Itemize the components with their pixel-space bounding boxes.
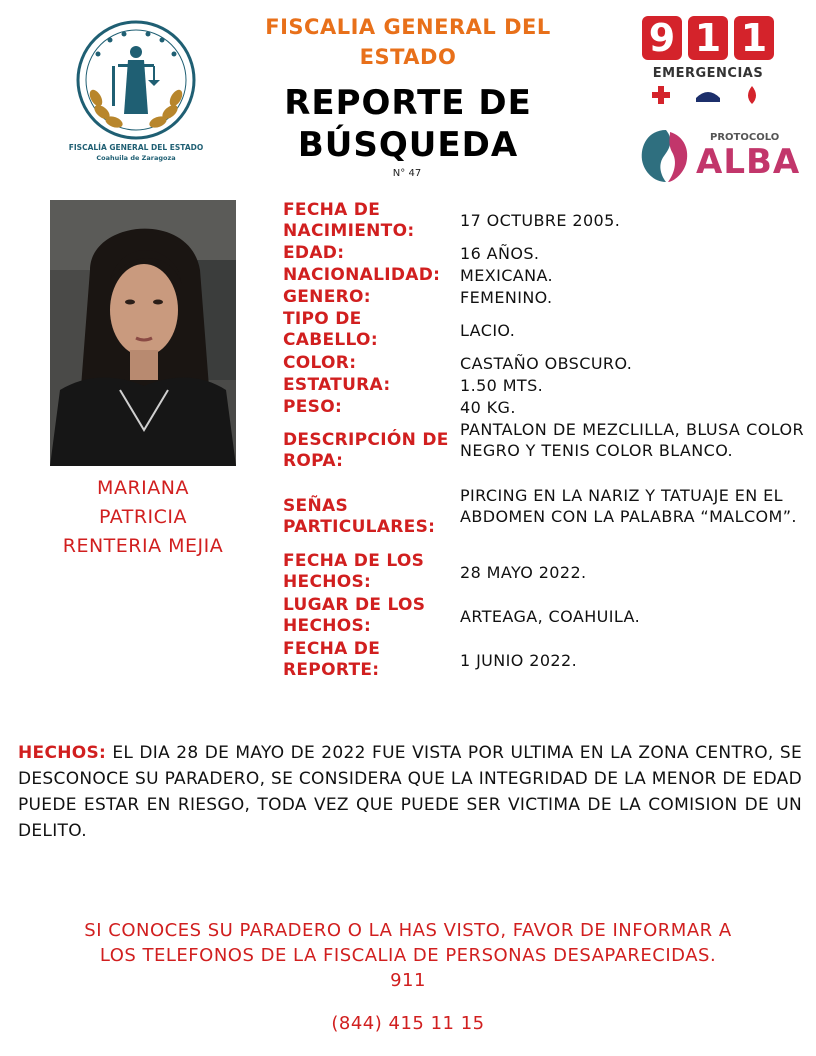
portrait-image: [50, 200, 236, 466]
digit-1: 1: [688, 16, 728, 60]
protocolo-alba-logo: [640, 126, 801, 186]
value-hair-type: LACIO.: [460, 321, 516, 340]
protocol-label: PROTOCOLO: [710, 132, 780, 143]
value-event-place: ARTEAGA, COAHUILA.: [460, 607, 641, 626]
emergency-services-icons: [640, 86, 776, 112]
facts-label: HECHOS:: [18, 743, 107, 763]
person-name: [40, 474, 246, 561]
medical-cross-icon: [652, 86, 670, 104]
name-line-3: RENTERIA MEJIA: [62, 535, 224, 557]
value-clothing: PANTALON DE MEZCLILLA, BLUSA COLOR NEGRO Y TENIS COLOR BLANCO.: [460, 420, 804, 460]
label-age: EDAD:: [283, 243, 345, 263]
label-hair-type: TIPO DE CABELLO:: [283, 309, 378, 350]
justice-goddess-laurel-icon: [68, 18, 204, 170]
fiscalia-logo: [68, 18, 204, 170]
value-marks: PIRCING EN LA NARIZ Y TATUAJE EN EL ABDOMEN CON LA PALABRA “MALCOM”.: [460, 486, 797, 526]
value-birth-date: 17 OCTUBRE 2005.: [460, 211, 621, 230]
value-gender: FEMENINO.: [460, 288, 553, 307]
contact-phone: (844) 415 11 15: [331, 1013, 485, 1034]
value-weight: 40 KG.: [460, 398, 516, 417]
facts-text: EL DIA 28 DE MAYO DE 2022 FUE VISTA POR ULTIMA EN LA ZONA CENTRO, SE DESCONOCE SU PARADERO, SE CONSIDERA QUE LA INTEGRIDAD DE LA MENOR DE EDAD PUEDE ESTAR EN RIESGO, TODA VEZ QUE PUEDE SER VICTIMA DE LA COMISION DE UN DELITO.: [18, 743, 802, 841]
label-weight: PESO:: [283, 397, 343, 417]
cta-line-3: 911: [390, 970, 426, 991]
digit-9: 9: [642, 16, 682, 60]
facts-paragraph: [18, 740, 802, 844]
page-title: REPORTE DE BÚSQUEDA: [284, 83, 532, 165]
label-birth-date: FECHA DE NACIMIENTO:: [283, 200, 415, 241]
value-color: CASTAÑO OBSCURO.: [460, 354, 633, 373]
label-height: ESTATURA:: [283, 375, 391, 395]
woman-profile-icon: [640, 128, 692, 184]
fire-icon: [748, 86, 756, 104]
value-report-date: 1 JUNIO 2022.: [460, 651, 578, 670]
emergency-label: EMERGENCIAS: [652, 66, 764, 81]
label-clothing: DESCRIPCIÓN DE ROPA:: [283, 430, 449, 471]
logo-text-line2: Coahuila de Zaragoza: [96, 154, 176, 162]
call-to-action: [20, 918, 796, 993]
name-line-1: MARIANA: [97, 477, 189, 499]
label-gender: GENERO:: [283, 287, 371, 307]
name-line-2: PATRICIA: [98, 506, 188, 528]
emergency-911-logo: [640, 16, 776, 116]
value-nationality: MEXICANA.: [460, 266, 554, 285]
cta-line-1: SI CONOCES SU PARADERO O LA HAS VISTO, FAVOR DE INFORMAR A: [84, 920, 732, 941]
missing-person-photo: [50, 200, 236, 466]
cta-line-2: LOS TELEFONOS DE LA FISCALIA DE PERSONAS DESAPARECIDAS.: [99, 945, 717, 966]
agency-name: FISCALIA GENERAL DEL ESTADO: [265, 15, 551, 69]
logo-text-line1: FISCALÍA GENERAL DEL ESTADO: [68, 143, 204, 152]
value-event-date: 28 MAYO 2022.: [460, 563, 587, 582]
label-nationality: NACIONALIDAD:: [283, 265, 441, 285]
label-marks: SEÑAS PARTICULARES:: [283, 496, 436, 537]
alba-label: ALBA: [696, 142, 801, 182]
digit-1-second: 1: [734, 16, 774, 60]
value-height: 1.50 MTS.: [460, 376, 544, 395]
label-event-place: LUGAR DE LOS HECHOS:: [283, 595, 426, 636]
label-color: COLOR:: [283, 353, 357, 373]
label-report-date: FECHA DE REPORTE:: [283, 639, 381, 680]
label-event-date: FECHA DE LOS HECHOS:: [283, 551, 425, 592]
value-age: 16 AÑOS.: [460, 244, 540, 263]
report-number: N° 47: [392, 168, 422, 179]
police-cap-icon: [696, 92, 720, 102]
